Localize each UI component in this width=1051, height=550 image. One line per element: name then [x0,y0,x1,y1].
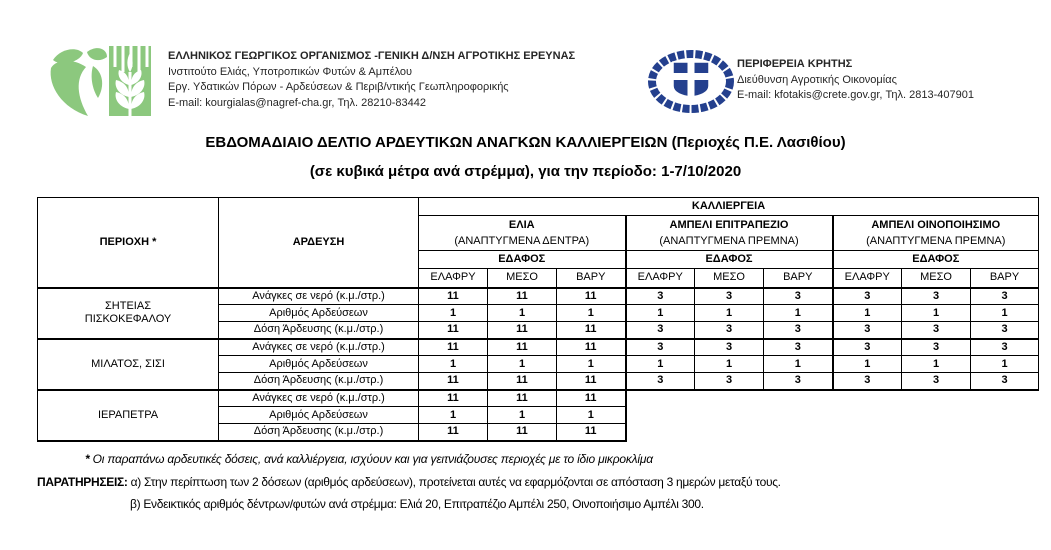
hellenic-republic-emblem-icon [648,50,734,113]
value-cell: 11 [488,424,557,441]
org-left-line3: Εργ. Υδατικών Πόρων - Αρδεύσεων & Περιβ/ντικής Γεωπληροφορικής [168,81,509,93]
value-cell: 1 [419,305,488,322]
crop-header-table-grape [626,216,833,251]
value-cell: 3 [764,373,833,390]
value-cell: 11 [488,322,557,339]
value-cell: 3 [764,339,833,356]
soil-header: ΕΔΑΦΟΣ [833,251,1039,269]
region-name-siteias: ΣΗΤΕΙΑΣ ΠΙΣΚΟΚΕΦΑΛΟΥ [38,288,219,339]
value-cell: 1 [971,305,1039,322]
value-cell: 3 [902,322,971,339]
value-cell: 1 [626,356,695,373]
value-cell: 11 [419,373,488,390]
value-cell: 1 [557,356,626,373]
value-cell: 11 [488,288,557,305]
measure-label: Αριθμός Αρδεύσεων [219,407,419,424]
value-cell: 1 [833,305,902,322]
value-cell: 3 [764,322,833,339]
value-cell: 11 [419,339,488,356]
value-cell: 3 [971,322,1039,339]
value-cell: 1 [419,356,488,373]
value-cell: 1 [695,356,764,373]
empty-cell [626,424,1039,441]
value-cell: 3 [833,288,902,305]
measure-label: Ανάγκες σε νερό (κ.μ./στρ.) [219,288,419,305]
value-cell: 3 [626,339,695,356]
value-cell: 3 [695,322,764,339]
measure-label: Ανάγκες σε νερό (κ.μ./στρ.) [219,390,419,407]
soil-type-light: ΕΛΑΦΡΥ [833,269,902,288]
region-name-milatos: ΜΙΛΑΤΟΣ, ΣΙΣΙ [38,339,219,390]
soil-type-light: ΕΛΑΦΡΥ [419,269,488,288]
table-row [38,288,1039,305]
measure-label: Δόση Άρδευσης (κ.μ./στρ.) [219,373,419,390]
elgo-dimitra-logo-icon [47,45,153,118]
value-cell: 11 [419,424,488,441]
value-cell: 3 [626,288,695,305]
organization-right-block [737,57,974,104]
document-title-line2: (σε κυβικά μέτρα ανά στρέμμα), για την περίοδο: 1-7/10/2020 [309,163,742,180]
column-header-irrigation: ΑΡΔΕΥΣΗ [219,198,419,288]
org-right-line2: Διεύθυνση Αγροτικής Οικονομίας [737,73,897,86]
value-cell: 11 [557,288,626,305]
region-name-ierapetra: ΙΕΡΑΠΕΤΡΑ [38,390,219,441]
value-cell: 11 [419,322,488,339]
value-cell: 1 [488,356,557,373]
column-header-crop: ΚΑΛΛΙΕΡΓΕΙΑ [419,198,1039,216]
org-right-line3: E-mail: kfotakis@crete.gov.gr, Τηλ. 2813-407901 [737,89,974,101]
footnote [85,452,653,466]
value-cell: 3 [833,339,902,356]
value-cell: 1 [557,407,626,424]
table-row [38,339,1039,356]
empty-cell [626,390,1039,407]
value-cell: 3 [764,288,833,305]
org-left-line4: E-mail: kourgialas@nagref-cha.gr, Τηλ. 28210-83442 [168,96,427,109]
column-header-region: ΠΕΡΙΟΧΗ * [38,198,219,288]
value-cell: 11 [557,322,626,339]
crop-subtitle: (ΑΝΑΠΤΥΓΜΕΝΑ ΠΡΕΜΝΑ) [659,235,799,247]
value-cell: 1 [557,305,626,322]
value-cell: 1 [902,356,971,373]
value-cell: 1 [902,305,971,322]
crop-name: ΑΜΠΕΛΙ ΟΙΝΟΠΟΙΗΣΙΜΟ [871,219,1001,231]
value-cell: 1 [833,356,902,373]
measure-label: Αριθμός Αρδεύσεων [219,356,419,373]
value-cell: 1 [488,407,557,424]
measure-label: Αριθμός Αρδεύσεων [219,305,419,322]
soil-type-heavy: ΒΑΡΥ [557,269,626,288]
soil-header: ΕΔΑΦΟΣ [419,251,626,269]
measure-label: Δόση Άρδευσης (κ.μ./στρ.) [219,322,419,339]
org-left-line1: ΕΛΛΗΝΙΚΟΣ ΓΕΩΡΓΙΚΟΣ ΟΡΓΑΝΙΣΜΟΣ -ΓΕΝΙΚΗ Δ/ΝΣΗ ΑΓΡΟΤΙΚΗΣ ΕΡΕΥΝΑΣ [168,50,576,62]
value-cell: 3 [902,373,971,390]
document-title-line1: ΕΒΔΟΜΑΔΙΑΙΟ ΔΕΛΤΙΟ ΑΡΔΕΥΤΙΚΩΝ ΑΝΑΓΚΩΝ ΚΑΛΛΙΕΡΓΕΙΩΝ (Περιοχές Π.Ε. Λασιθίου) [205,134,846,151]
soil-type-medium: ΜΕΣΟ [695,269,764,288]
value-cell: 11 [488,339,557,356]
value-cell: 11 [488,390,557,407]
value-cell: 3 [695,373,764,390]
remarks-line-b: β) Ενδεικτικός αριθμός δέντρων/φυτών ανά στρέμμα: Ελιά 20, Επιτραπέζιο Αμπέλι 250, Οινοποιήσιμο Αμπέλι 300. [130,497,704,511]
value-cell: 3 [833,322,902,339]
value-cell: 11 [419,288,488,305]
empty-cell [626,407,1039,424]
org-right-line1: ΠΕΡΙΦΕΡΕΙΑ ΚΡΗΤΗΣ [737,58,853,70]
measure-label: Ανάγκες σε νερό (κ.μ./στρ.) [219,339,419,356]
crop-header-olive [419,216,626,251]
value-cell: 3 [902,339,971,356]
soil-type-heavy: ΒΑΡΥ [764,269,833,288]
value-cell: 11 [557,373,626,390]
value-cell: 11 [557,424,626,441]
value-cell: 1 [971,356,1039,373]
value-cell: 3 [695,288,764,305]
value-cell: 3 [971,373,1039,390]
remarks-label: ΠΑΡΑΤΗΡΗΣΕΙΣ: [37,475,128,489]
value-cell: 1 [695,305,764,322]
value-cell: 3 [971,339,1039,356]
crop-header-wine-grape [833,216,1039,251]
footnote-asterisk: * [85,452,90,466]
soil-type-medium: ΜΕΣΟ [488,269,557,288]
value-cell: 11 [488,373,557,390]
value-cell: 3 [626,373,695,390]
value-cell: 3 [902,288,971,305]
value-cell: 1 [764,356,833,373]
crop-name: ΕΛΙΑ [508,219,535,231]
soil-type-medium: ΜΕΣΟ [902,269,971,288]
remarks-line-a [37,475,781,489]
organization-left-block [168,49,575,111]
irrigation-table [37,197,1039,442]
soil-header: ΕΔΑΦΟΣ [626,251,833,269]
value-cell: 11 [557,339,626,356]
crop-subtitle: (ΑΝΑΠΤΥΓΜΕΝΑ ΔΕΝΤΡΑ) [454,235,590,247]
value-cell: 1 [488,305,557,322]
value-cell: 3 [833,373,902,390]
value-cell: 3 [626,322,695,339]
table-row [38,390,1039,407]
value-cell: 11 [557,390,626,407]
crop-subtitle: (ΑΝΑΠΤΥΓΜΕΝΑ ΠΡΕΜΝΑ) [866,235,1006,247]
value-cell: 11 [419,390,488,407]
value-cell: 3 [695,339,764,356]
crop-name: ΑΜΠΕΛΙ ΕΠΙΤΡΑΠΕΖΙΟ [669,219,789,231]
footnote-text: Οι παραπάνω αρδευτικές δόσεις, ανά καλλιέργεια, ισχύουν και για γειτνιάζουσες περιοχές με το ίδιο μικροκλίμα [89,452,653,466]
remark-a-text: α) Στην περίπτωση των 2 δόσεων (αριθμός αρδεύσεων), προτείνεται αυτές να εφαρμόζονται σε απόσταση 3 ημερών μεταξύ τους. [127,475,781,489]
value-cell: 3 [971,288,1039,305]
soil-type-light: ΕΛΑΦΡΥ [626,269,695,288]
value-cell: 1 [626,305,695,322]
value-cell: 1 [764,305,833,322]
soil-type-heavy: ΒΑΡΥ [971,269,1039,288]
value-cell: 1 [419,407,488,424]
org-left-line2: Ινστιτούτο Ελιάς, Υποτροπικών Φυτών & Αμπέλου [168,65,413,78]
measure-label: Δόση Άρδευσης (κ.μ./στρ.) [219,424,419,441]
